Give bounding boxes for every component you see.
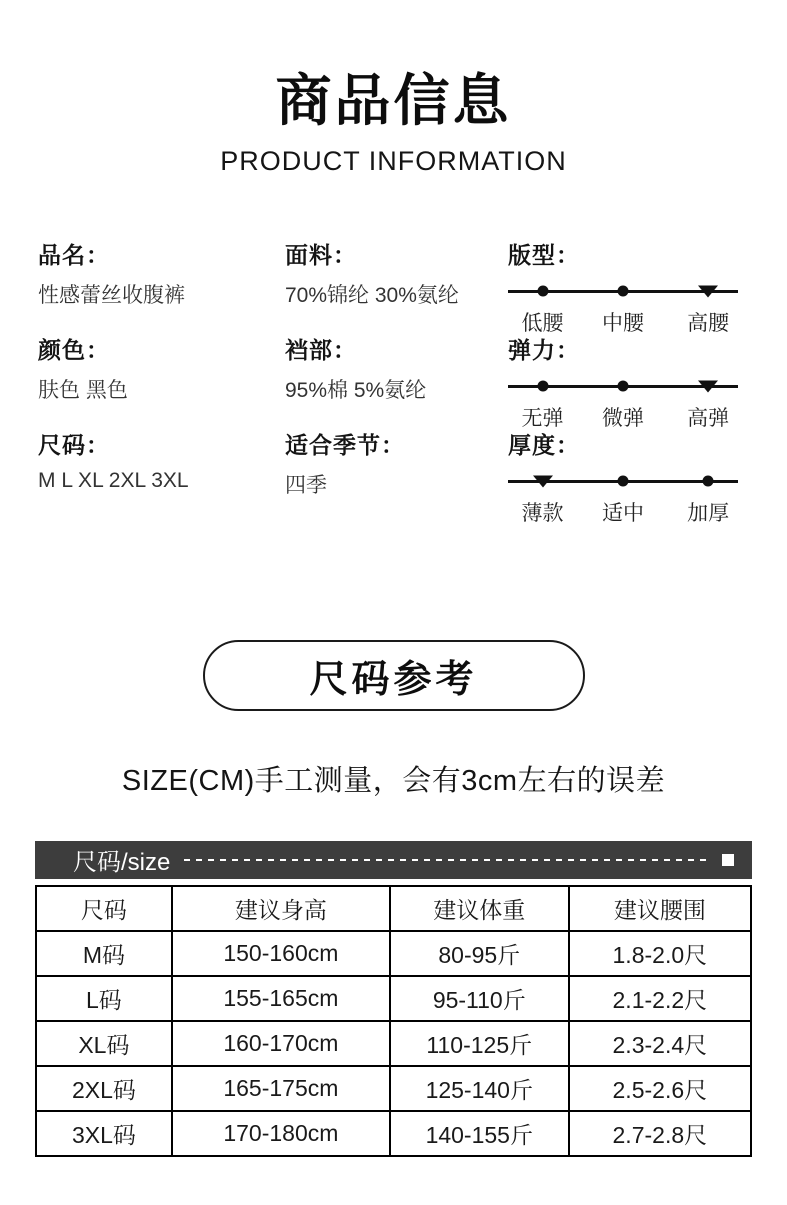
page-subtitle: PRODUCT INFORMATION: [220, 145, 567, 176]
attr-season: [285, 427, 508, 499]
table-row: [36, 1111, 751, 1156]
cell-waist: 2.7-2.8尺: [569, 1111, 751, 1156]
slider-option: 低腰: [521, 311, 564, 335]
slider-option: 高腰: [687, 311, 730, 335]
slider-option: 高弹: [687, 406, 730, 430]
cell-weight: 140-155斤: [390, 1111, 569, 1156]
slider-track: [508, 290, 738, 293]
attr-label: 裆部：: [285, 336, 357, 363]
product-attributes: [0, 237, 787, 525]
table-row: [36, 1066, 751, 1111]
slider-option: 加厚: [687, 501, 730, 525]
cell-weight: 110-125斤: [390, 1021, 569, 1066]
slider-marker: [537, 286, 548, 297]
cell-size: 3XL码: [36, 1111, 172, 1156]
attr-fabric: [285, 237, 508, 309]
col-header-height: 建议身高: [172, 886, 390, 931]
cell-weight: 80-95斤: [390, 931, 569, 976]
attr-label: 尺码：: [38, 431, 110, 458]
size-reference-title: 尺码参考: [309, 658, 478, 701]
slider-option: 薄款: [521, 501, 564, 525]
slider-marker: [537, 381, 548, 392]
attr-value: 四季: [285, 473, 327, 497]
slider-marker: [618, 286, 629, 297]
attr-color: [38, 332, 285, 404]
dashed-line-decoration: [184, 859, 712, 861]
cell-size: 2XL码: [36, 1066, 172, 1111]
slider-marker: [618, 381, 629, 392]
slider-waist-type: [508, 237, 738, 335]
cell-height: 160-170cm: [172, 1021, 390, 1066]
slider-track: [508, 385, 738, 388]
attr-size: [38, 427, 285, 493]
slider-options: [508, 307, 738, 335]
slider-label: 厚度：: [508, 431, 580, 458]
cell-waist: 2.1-2.2尺: [569, 976, 751, 1021]
cell-waist: 2.5-2.6尺: [569, 1066, 751, 1111]
size-table-title-bar: [35, 841, 752, 879]
size-reference-pill: [203, 640, 585, 711]
attr-value: 70%锦纶 30%氨纶: [285, 283, 459, 307]
cell-height: 155-165cm: [172, 976, 390, 1021]
slider-thickness: [508, 427, 738, 525]
slider-label: 版型：: [508, 241, 580, 268]
table-row: [36, 1021, 751, 1066]
attr-label: 适合季节：: [285, 431, 405, 458]
cell-height: 170-180cm: [172, 1111, 390, 1156]
cell-size: XL码: [36, 1021, 172, 1066]
attr-label: 颜色：: [38, 336, 110, 363]
cell-size: M码: [36, 931, 172, 976]
size-table-header-row: [36, 886, 751, 931]
slider-option: 中腰: [602, 311, 644, 335]
cell-weight: 95-110斤: [390, 976, 569, 1021]
col-header-size: 尺码: [36, 886, 172, 931]
attr-product-name: [38, 237, 285, 309]
attr-label: 品名：: [38, 241, 110, 268]
slider-option: 无弹: [521, 406, 564, 430]
cell-size: L码: [36, 976, 172, 1021]
slider-option: 微弹: [602, 406, 644, 430]
size-table-bar-title: 尺码/size: [73, 849, 171, 877]
cell-height: 150-160cm: [172, 931, 390, 976]
measurement-note: SIZE(CM)手工测量，会有3cm左右的误差: [121, 764, 666, 797]
slider-marker: [618, 476, 629, 487]
slider-option: 适中: [602, 501, 644, 525]
col-header-waist: 建议腰围: [569, 886, 751, 931]
attr-value: 肤色 黑色: [38, 378, 128, 402]
slider-label: 弹力：: [508, 336, 580, 363]
slider-marker-selected: [698, 286, 718, 298]
page-title: 商品信息: [275, 69, 512, 132]
attr-value: M L XL 2XL 3XL: [38, 468, 189, 492]
attr-value: 95%棉 5%氨纶: [285, 378, 427, 402]
slider-track: [508, 480, 738, 483]
cell-waist: 2.3-2.4尺: [569, 1021, 751, 1066]
slider-options: [508, 402, 738, 430]
table-row: [36, 976, 751, 1021]
attr-crotch: [285, 332, 508, 404]
cell-height: 165-175cm: [172, 1066, 390, 1111]
cell-weight: 125-140斤: [390, 1066, 569, 1111]
slider-elasticity: [508, 332, 738, 430]
slider-marker-selected: [698, 381, 718, 393]
slider-marker-selected: [533, 476, 553, 488]
attr-label: 面料：: [285, 241, 357, 268]
page-header: [0, 0, 787, 177]
cell-waist: 1.8-2.0尺: [569, 931, 751, 976]
size-table: [35, 885, 752, 1157]
table-row: [36, 931, 751, 976]
col-header-weight: 建议体重: [390, 886, 569, 931]
slider-marker: [703, 476, 714, 487]
square-end-decoration: [722, 854, 734, 866]
attr-value: 性感蕾丝收腹裤: [38, 283, 185, 307]
bottom-whitespace: [0, 1157, 787, 1205]
slider-options: [508, 497, 738, 525]
